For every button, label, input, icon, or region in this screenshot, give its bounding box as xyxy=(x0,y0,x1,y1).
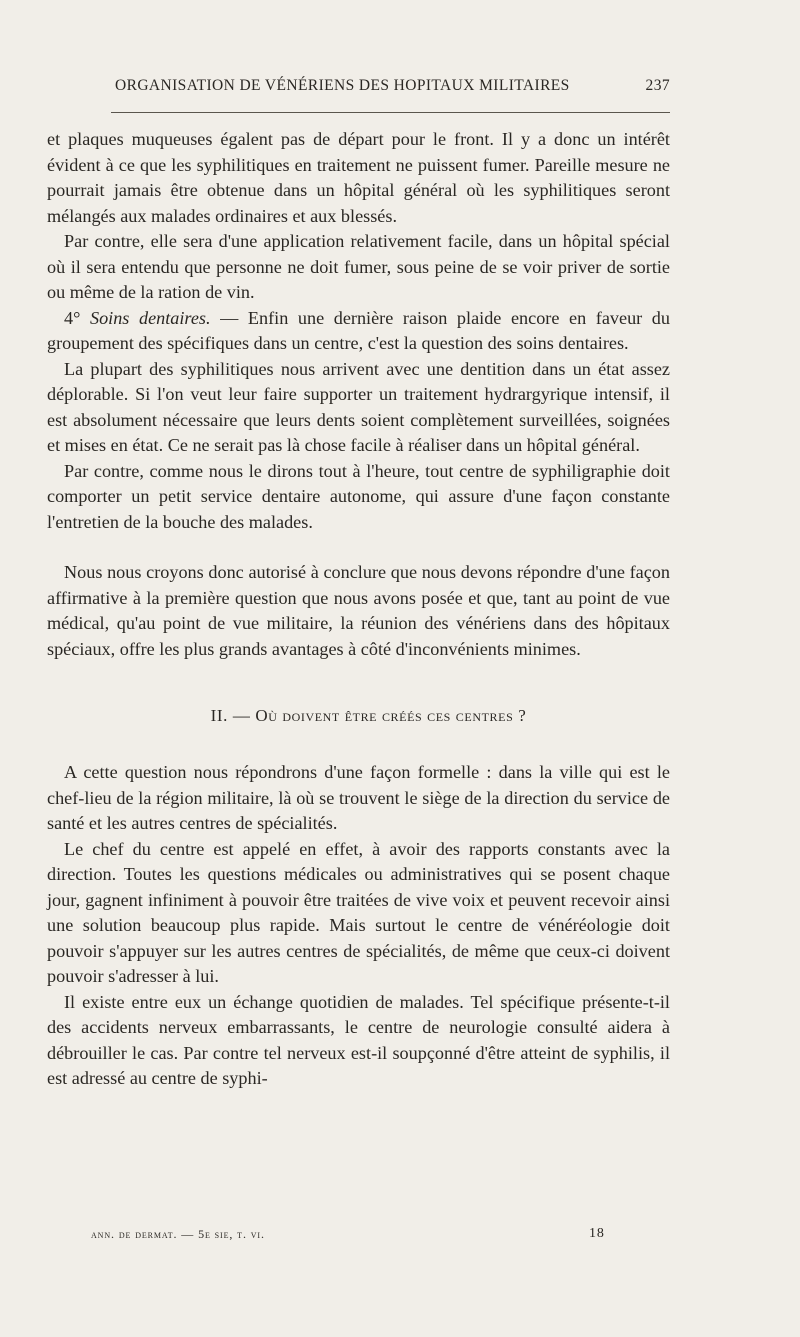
paragraph-8: Le chef du centre est appelé en effet, à avoir des rapports constants avec la direction. Toutes les questions médicales ou administratives qui se posent chaque jour, gagnent infiniment à pouvoir être traitées de vive voix et peuvent recevoir ainsi une solution beaucoup plus rapide. Mais surtout le centre de vénéréologie doit pouvoir s'appuyer sur les autres centres de spécialités, de même que ceux-ci doivent pouvoir s'adresser à lui. xyxy=(47,838,670,986)
paragraph-7: A cette question nous répondrons d'une façon formelle : dans la ville qui est le chef-lieu de la région militaire, là où se trouvent le siège de la direction du service de santé et les autres centres de spécialités. xyxy=(47,762,670,833)
paragraph-9: Il existe entre eux un échange quotidien de malades. Tel spécifique présente-t-il des accidents nerveux embarrassants, le centre de neurologie consulté aidera à débrouiller le cas. Par contre tel nerveux est-il soupçonné d'être atteint de syphilis, il est adressé au centre de syphi- xyxy=(47,991,670,1088)
paragraph-3 xyxy=(47,306,670,357)
paragraph-4: La plupart des syphilitiques nous arrivent avec une dentition dans un état assez déplorable. Si l'on veut leur faire supporter un traitement hydrargyrique intensif, il est absolument nécessaire que leurs dents soient complètement surveillées, soignées et mises en état. Ce ne serait pas là chose facile à réaliser dans un hôpital général. xyxy=(47,358,670,455)
item-title: Soins dentaires. xyxy=(89,307,211,328)
signature-mark: 18 xyxy=(589,1226,605,1241)
journal-reference: ann. de dermat. — 5e sie, t. vi. xyxy=(91,1227,265,1241)
header-rule xyxy=(111,112,670,113)
body-text xyxy=(47,127,670,1092)
running-head xyxy=(47,77,670,99)
spacer xyxy=(47,728,670,760)
item-text: — Enfin une dernière raison plaide encore en faveur du groupement des spécifiques dans un centre, c'est la question des soins dentaires. xyxy=(47,307,670,353)
spacer xyxy=(47,535,670,560)
paragraph-6: Nous nous croyons donc autorisé à conclure que nous devons répondre d'une façon affirmative à la première question que nous avons posée et que, tant au point de vue médical, qu'au point de vue militaire, la réunion des vénériens dans des hôpitaux spéciaux, offre les plus grands avantages à côté d'inconvénients minimes. xyxy=(47,562,670,659)
page-number: 237 xyxy=(645,77,670,94)
footer xyxy=(47,1227,670,1247)
section-title: Où doivent être créés ces centres ? xyxy=(255,706,527,725)
paragraph-1: et plaques muqueuses égalent pas de départ pour le front. Il y a donc un intérêt évident à ce que les syphilitiques en traitement ne puissent fumer. Pareille mesure ne pourrait jamais être obtenue dans un hôpital général où les syphilitiques seront mélangés aux malades ordinaires et aux blessés. xyxy=(47,129,670,226)
item-number: 4° xyxy=(64,307,81,328)
section-heading xyxy=(47,703,670,728)
section-numeral: II. xyxy=(210,706,229,725)
document-page xyxy=(47,0,670,1337)
running-title: ORGANISATION DE VÉNÉRIENS DES HOPITAUX MILITAIRES xyxy=(115,77,570,94)
paragraph-2: Par contre, elle sera d'une application relativement facile, dans un hôpital spécial où il sera entendu que personne ne doit fumer, sous peine de se voir priver de sortie ou même de la ration de vin. xyxy=(47,231,670,302)
section-dash: — xyxy=(232,706,251,725)
paragraph-5: Par contre, comme nous le dirons tout à l'heure, tout centre de syphiligraphie doit comporter un petit service dentaire autonome, qui assure d'une façon constante l'entretien de la bouche des malades. xyxy=(47,460,670,532)
spacer xyxy=(47,662,670,703)
